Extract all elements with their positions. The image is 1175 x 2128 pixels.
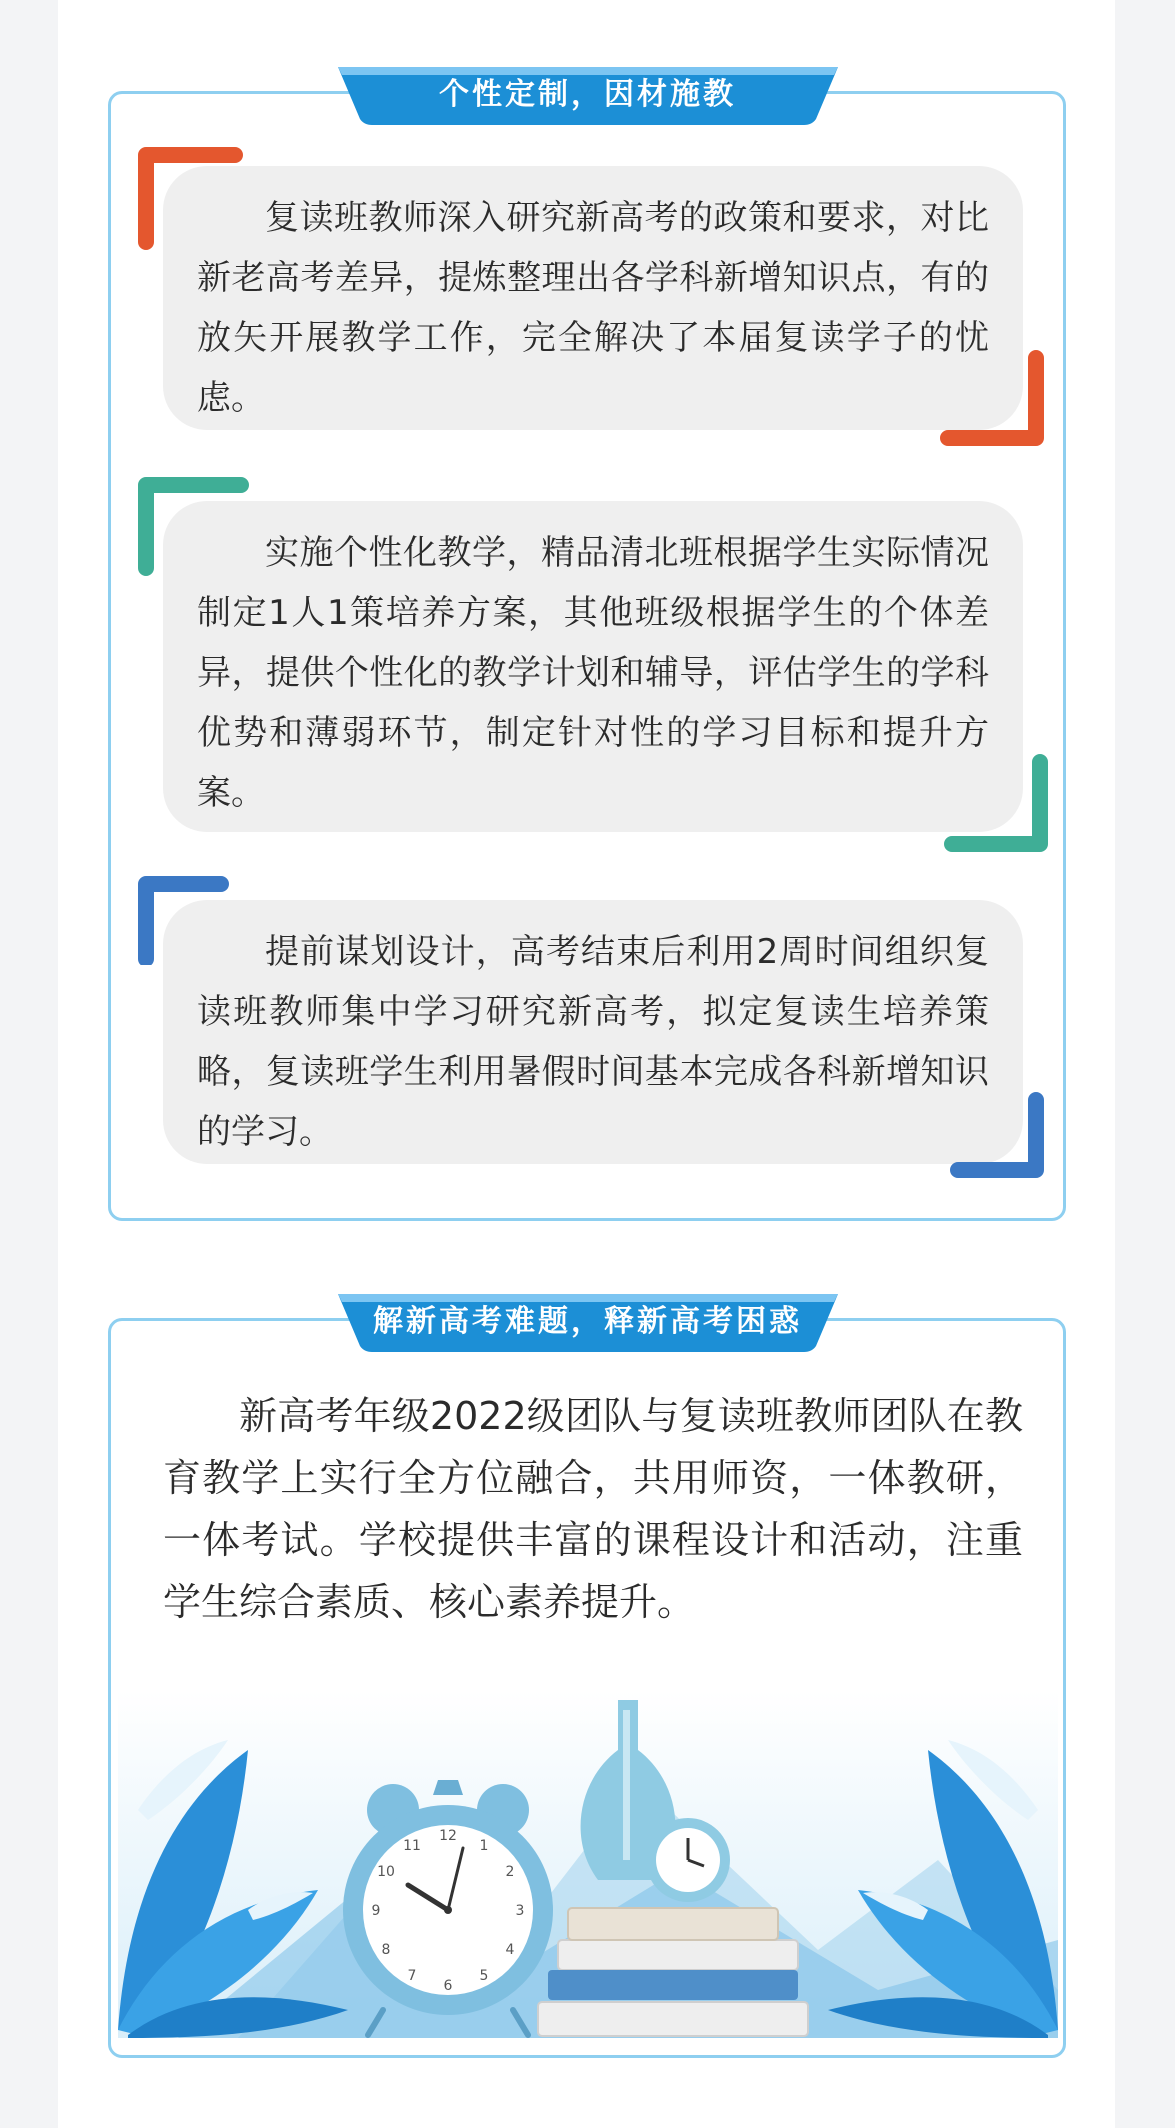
svg-text:9: 9 <box>371 1903 381 1919</box>
section-title: 个性定制，因材施教 <box>439 77 736 112</box>
svg-text:2: 2 <box>505 1864 515 1880</box>
bubble-text: 复读班教师深入研究新高考的政策和要求，对比新老高考差异，提炼整理出各学科新增知识点，有的放矢开展教学工作，完全解决了本届复读学子的忧虑。 <box>197 198 989 418</box>
svg-text:7: 7 <box>407 1968 417 1984</box>
decorative-illustration <box>118 1690 1058 2038</box>
svg-text:4: 4 <box>505 1942 515 1958</box>
info-bubble-1 <box>163 166 1023 430</box>
section-banner-1 <box>338 63 838 129</box>
small-clock-icon <box>646 1818 730 1902</box>
svg-text:1: 1 <box>479 1838 489 1854</box>
section-body-text <box>163 1385 1023 1633</box>
svg-text:3: 3 <box>515 1903 525 1919</box>
svg-text:11: 11 <box>403 1838 421 1854</box>
quote-bracket-bottom-right-icon <box>950 1090 1046 1180</box>
paragraph: 新高考年级2022级团队与复读班教师团队在教育教学上实行全方位融合，共用师资，一体教研，一体考试。学校提供丰富的课程设计和活动，注重学生综合素质、核心素养提升。 <box>163 1394 1023 1624</box>
bubble-text: 实施个性化教学，精品清北班根据学生实际情况制定1人1策培养方案，其他班级根据学生的个体差异，提供个性化的教学计划和辅导，评估学生的学科优势和薄弱环节，制定针对性的学习目标和提升方案。 <box>197 533 989 813</box>
svg-text:8: 8 <box>381 1942 391 1958</box>
svg-text:12: 12 <box>439 1828 457 1844</box>
quote-bracket-bottom-right-icon <box>944 752 1050 854</box>
section-title: 解新高考难题，释新高考困惑 <box>373 1304 802 1339</box>
section-banner-2 <box>338 1290 838 1356</box>
info-bubble-3 <box>163 900 1023 1164</box>
bubble-text: 提前谋划设计，高考结束后利用2周时间组织复读班教师集中学习研究新高考，拟定复读生培养策略，复读班学生利用暑假时间基本完成各科新增知识的学习。 <box>197 932 989 1152</box>
book-stack-icon <box>538 1908 808 2036</box>
quote-bracket-bottom-right-icon <box>940 348 1046 448</box>
svg-text:10: 10 <box>377 1864 395 1880</box>
svg-text:6: 6 <box>443 1978 453 1994</box>
info-bubble-2 <box>163 501 1023 832</box>
svg-text:5: 5 <box>479 1968 489 1984</box>
